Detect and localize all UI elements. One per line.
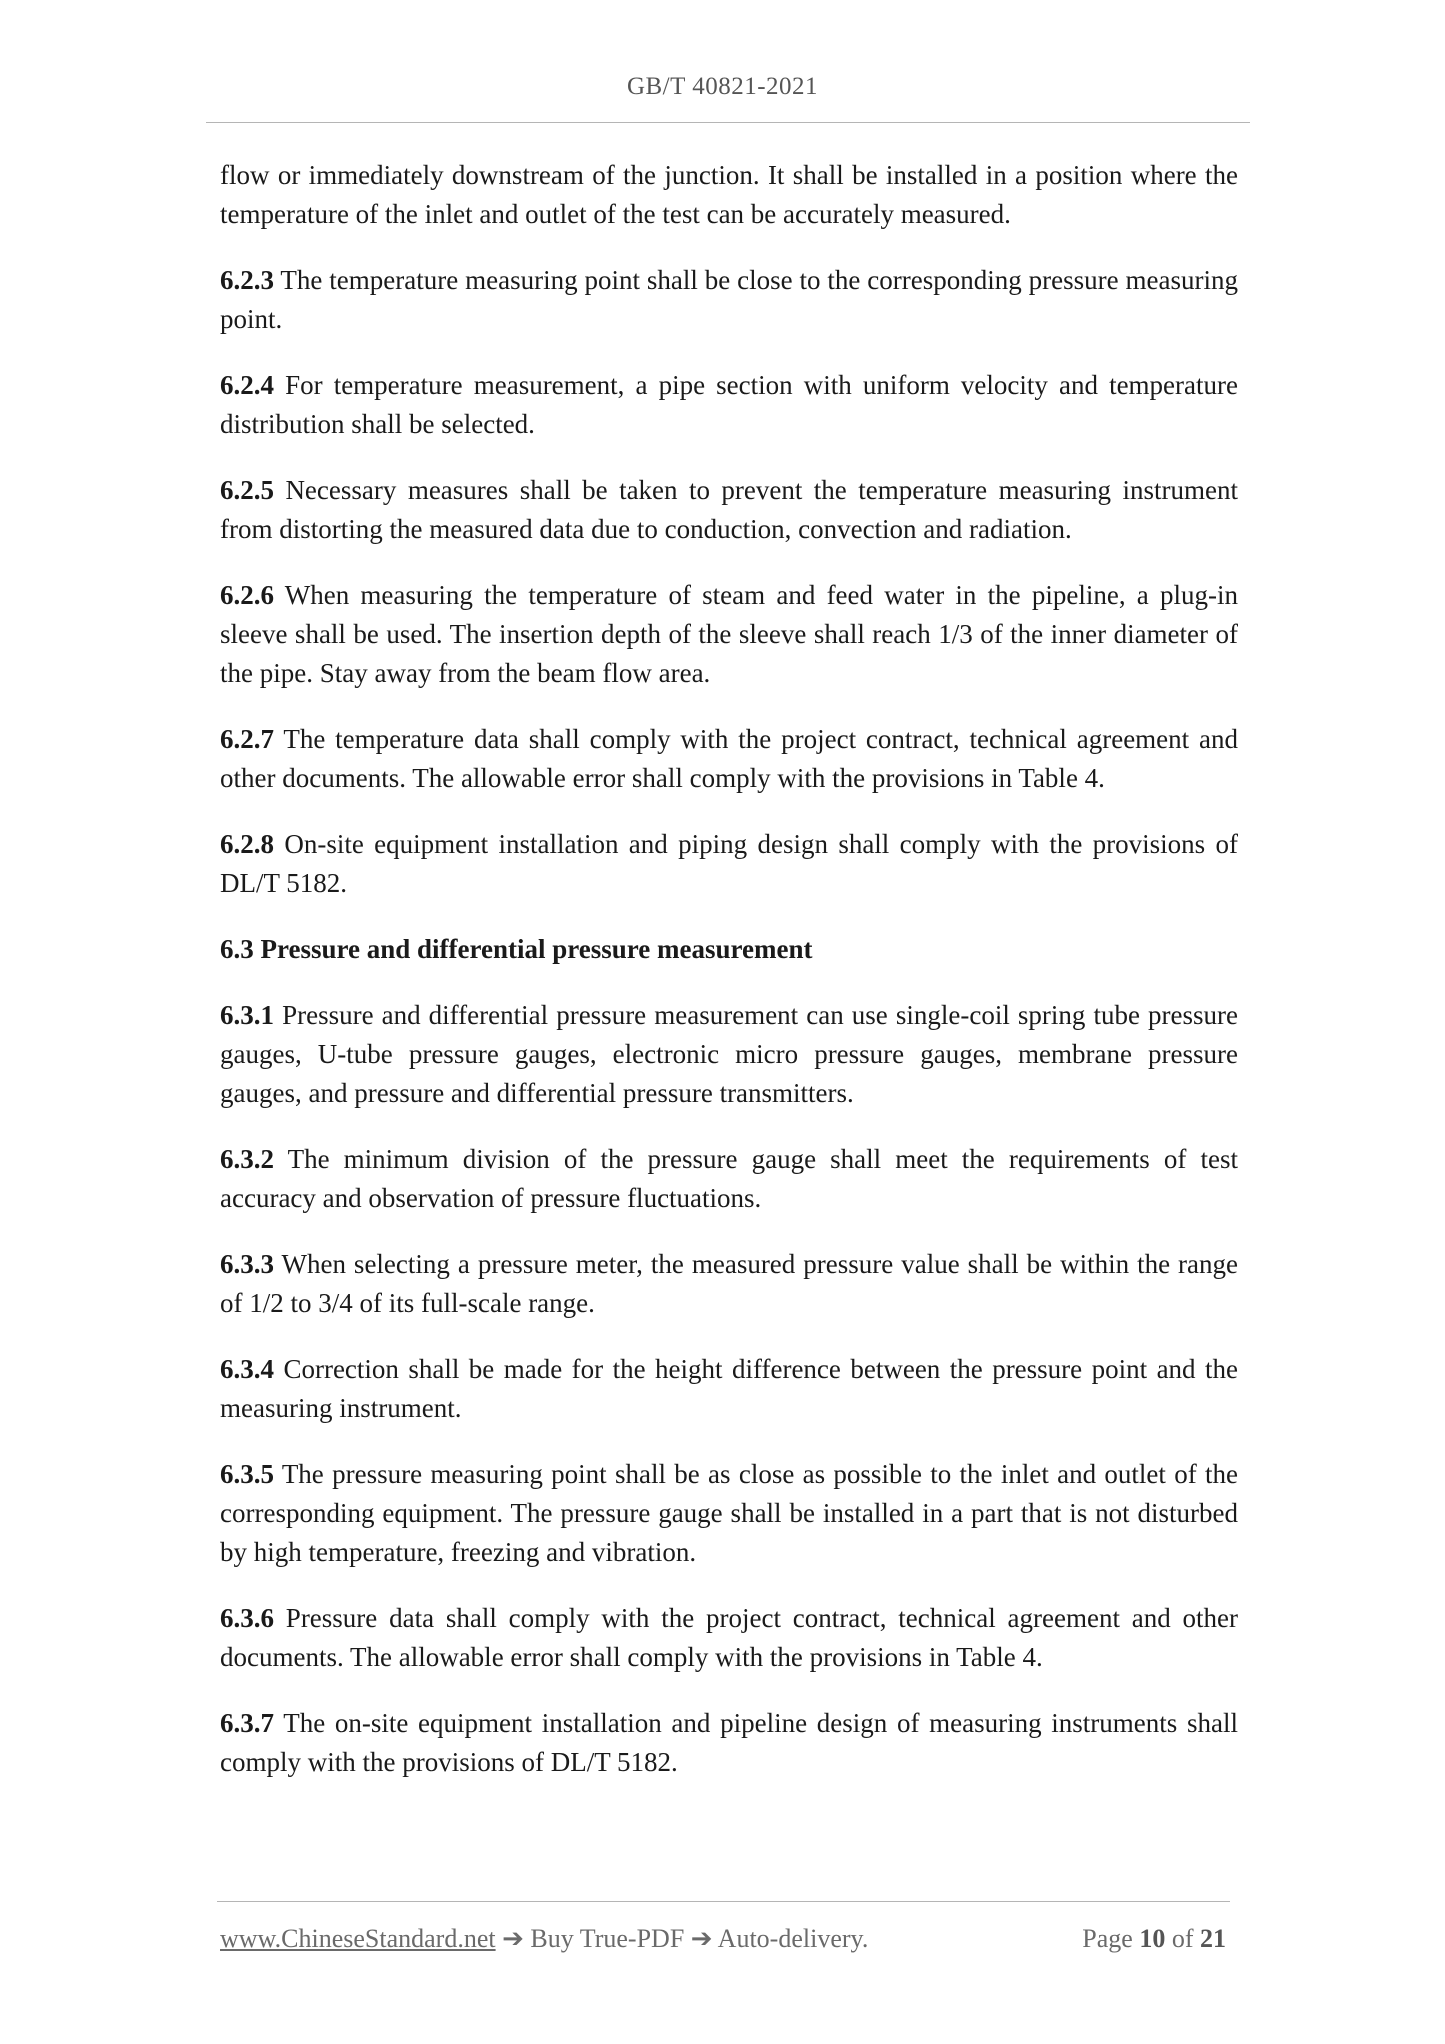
clause-6-3-1 — [220, 996, 1238, 1113]
clause-text: Pressure data shall comply with the project contract, technical agreement and other documents. The allowable error shall comply with the provisions in Table 4. — [220, 1603, 1238, 1672]
clause-6-2-6 — [220, 576, 1238, 693]
clause-number: 6.2.6 — [220, 580, 274, 610]
header-divider — [206, 122, 1250, 123]
footer-divider — [217, 1901, 1230, 1902]
clause-number: 6.2.5 — [220, 475, 274, 505]
clause-number: 6.3.4 — [220, 1354, 274, 1384]
clause-text: The pressure measuring point shall be as close as possible to the inlet and outlet of the corresponding equipment. The pressure gauge shall be installed in a part that is not disturbed by high temperature, freezing and vibration. — [220, 1459, 1238, 1567]
clause-text: For temperature measurement, a pipe section with uniform velocity and temperature distribution shall be selected. — [220, 370, 1238, 439]
website-link[interactable]: www.ChineseStandard.net — [220, 1924, 496, 1953]
clause-number: 6.3.6 — [220, 1603, 274, 1633]
clause-6-3-6 — [220, 1599, 1238, 1677]
clause-6-2-4 — [220, 366, 1238, 444]
paragraph-text: flow or immediately downstream of the junction. It shall be installed in a position where the temperature of the inlet and outlet of the test can be accurately measured. — [220, 160, 1238, 229]
clause-number: 6.2.8 — [220, 829, 274, 859]
clause-text: The temperature measuring point shall be close to the corresponding pressure measuring point. — [220, 265, 1238, 334]
clause-text: Correction shall be made for the height difference between the pressure point and the measuring instrument. — [220, 1354, 1238, 1423]
clause-number: 6.2.7 — [220, 724, 274, 754]
clause-number: 6.2.3 — [220, 265, 274, 295]
paragraph-continuation — [220, 156, 1238, 234]
document-body — [220, 156, 1238, 1809]
clause-text: Pressure and differential pressure measurement can use single-coil spring tube pressure gauges, U-tube pressure gauges, electronic micro pressure gauges, membrane pressure gauges, and pressure and differential pressure transmitters. — [220, 1000, 1238, 1108]
document-header: GB/T 40821-2021 — [626, 73, 819, 100]
clause-text: The on-site equipment installation and pipeline design of measuring instruments shall comply with the provisions of DL/T 5182. — [220, 1708, 1238, 1777]
total-pages: 21 — [1200, 1924, 1226, 1953]
clause-number: 6.2.4 — [220, 370, 274, 400]
clause-6-2-8 — [220, 825, 1238, 903]
clause-text: On-site equipment installation and piping design shall comply with the provisions of DL/T 5182. — [220, 829, 1238, 898]
clause-6-3-7 — [220, 1704, 1238, 1782]
arrow-right-icon: ➔ — [690, 1924, 713, 1953]
clause-number: 6.3.1 — [220, 1000, 274, 1030]
delivery-text: Auto-delivery. — [717, 1924, 869, 1953]
clause-number: 6.3.2 — [220, 1144, 274, 1174]
clause-text: The temperature data shall comply with the project contract, technical agreement and other documents. The allowable error shall comply with the provisions in Table 4. — [220, 724, 1238, 793]
clause-text: The minimum division of the pressure gauge shall meet the requirements of test accuracy and observation of pressure fluctuations. — [220, 1144, 1238, 1213]
clause-number: 6.3.7 — [220, 1708, 274, 1738]
clause-text: When measuring the temperature of steam and feed water in the pipeline, a plug-in sleeve shall be used. The insertion depth of the sleeve shall reach 1/3 of the inner diameter of the pipe. Stay away from the beam flow area. — [220, 580, 1238, 688]
clause-6-2-5 — [220, 471, 1238, 549]
arrow-right-icon: ➔ — [502, 1924, 524, 1953]
clause-6-3-3 — [220, 1245, 1238, 1323]
clause-text: Necessary measures shall be taken to prevent the temperature measuring instrument from distorting the measured data due to conduction, convection and radiation. — [220, 475, 1238, 544]
clause-number: 6.3.3 — [220, 1249, 274, 1279]
clause-number: 6.3.5 — [220, 1459, 274, 1489]
clause-6-3-5 — [220, 1455, 1238, 1572]
footer-promo — [220, 1924, 868, 1954]
clause-text: When selecting a pressure meter, the measured pressure value shall be within the range of 1/2 to 3/4 of its full-scale range. — [220, 1249, 1238, 1318]
page-label: Page — [1082, 1924, 1133, 1953]
clause-6-3-4 — [220, 1350, 1238, 1428]
page-indicator — [1082, 1924, 1226, 1954]
of-label: of — [1171, 1924, 1194, 1953]
section-heading-6-3: 6.3 Pressure and differential pressure measurement — [220, 934, 813, 964]
page-number: 10 — [1139, 1924, 1166, 1953]
buy-text: Buy True-PDF — [530, 1924, 685, 1953]
clause-6-3-2 — [220, 1140, 1238, 1218]
clause-6-2-3 — [220, 261, 1238, 339]
clause-6-2-7 — [220, 720, 1238, 798]
